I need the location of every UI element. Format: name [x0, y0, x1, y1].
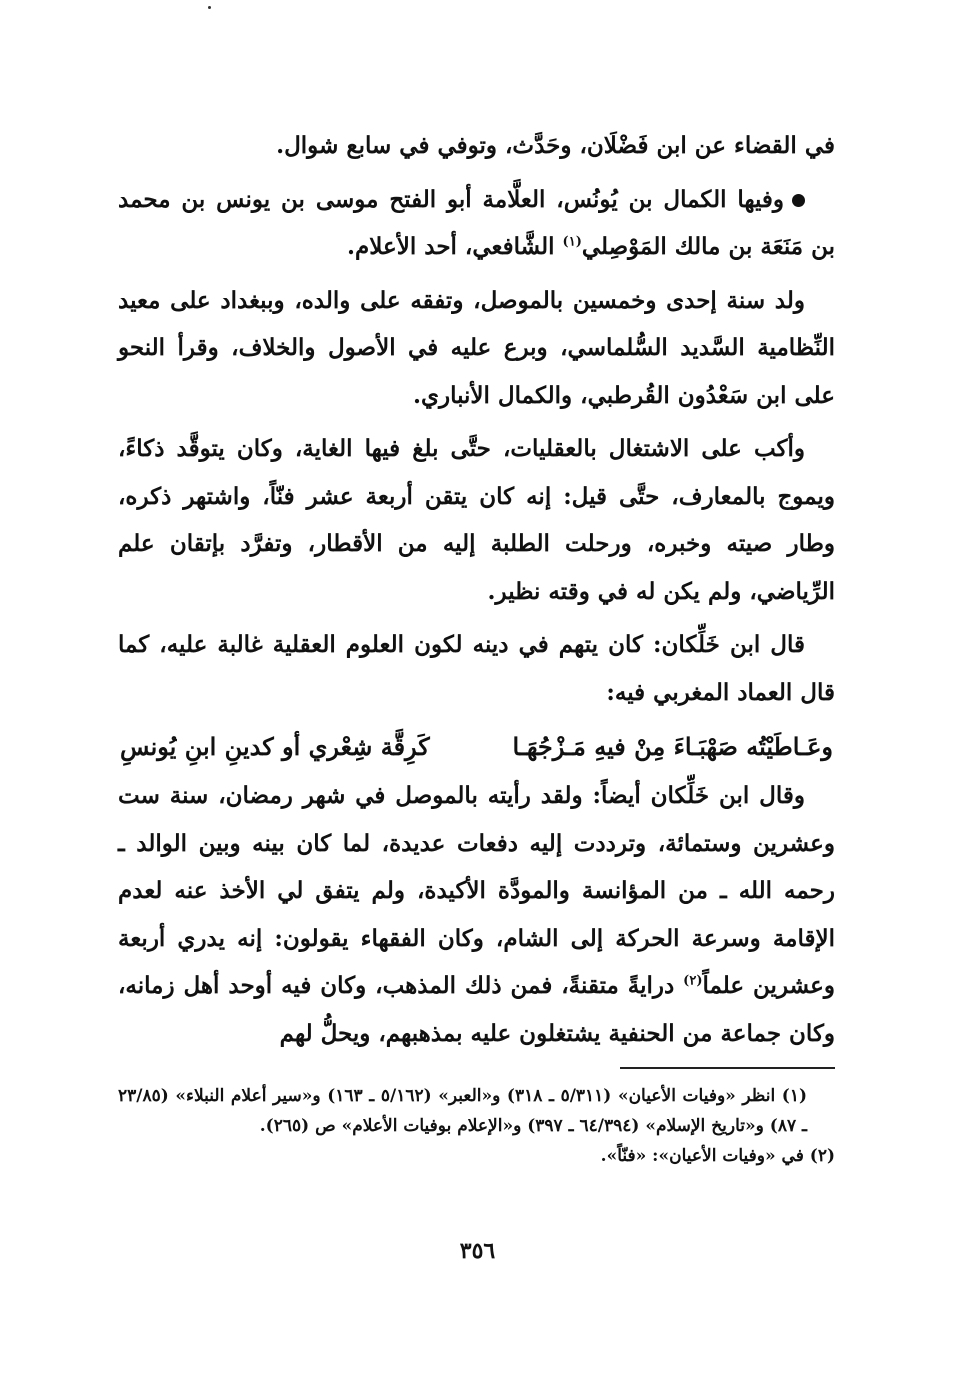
footnote-ref-1: (١) — [562, 234, 582, 250]
footnotes — [118, 1081, 835, 1171]
footnote-2: (٢) في «وفيات الأعيان»: «فنّاً». — [600, 1146, 835, 1166]
footnote-1: (١) انظر «وفيات الأعيان» (٥/٣١١ ـ ٣١٨) و«العبر» (٥/١٦٢ ـ ١٦٣) و«سير أعلام النبلاء» (٢٣/٨٥ ـ ٨٧) و«تاريخ الإسلام» (٦٤/٣٩٤ ـ ٣٩٧) و«الإعلام بوفيات الأعلام» ص (٢٦٥). — [118, 1086, 808, 1136]
bullet-icon — [792, 194, 805, 207]
footnote-ref-2: (٢) — [683, 973, 703, 989]
paragraph-4: وأكب على الاشتغال بالعقليات، حتَّى بلغ فيها الغاية، وكان يتوقَّد ذكاءً، ويموج بالمعارف، حتَّى قيل: إنه كان يتقن أربعة عشر فنّاً، واشتهر ذكره، وطار صيته وخبره، ورحلت الطلبة إليه من الأقطار، وتفرَّد بإتقان علم الرِّياضي، ولم يكن له في وقته نظير. — [118, 435, 835, 605]
paragraph-5: قال ابن خَلِّكان: كان يتهم في دينه لكون العلوم العقلية غالبة عليه، كما قال العماد المغربي فيه: — [118, 631, 835, 706]
poetry-verse — [118, 722, 835, 772]
verse-second-hemistich: كَرِقَّة شِعْري أو كدينِ ابنِ يُونسِ — [120, 732, 430, 761]
paragraph-6-text-end: درايةً متقنةً، فمن ذلك المذهب، وكان فيه أوحد أهل زمانه، وكان جماعة من الحنفية يشتغلون عليه بمذهبهم، ويحلُّ لهم — [118, 972, 835, 1047]
paragraph-1: في القضاء عن ابن فَضْلَان، وحَدَّث، وتوفي في سابع شوال. — [276, 132, 835, 159]
verse-first-hemistich: وعَـاطَيْتُه صَهْبَـاءَ مِنْ فيهِ مَـزْجُهَـا — [512, 732, 833, 761]
paragraph-6 — [118, 772, 835, 1057]
paragraph-2-text: وفيها الكمال بن يُونُس، العلَّامة أبو الفتح موسى بن يونس بن محمد بن مَنَعَة بن مالك المَوْصِلي — [118, 185, 835, 260]
main-text — [118, 122, 835, 1057]
paragraph-2-bullet-entry — [118, 176, 835, 271]
footnote-separator — [620, 1067, 835, 1069]
page-number: ٣٥٦ — [459, 1238, 496, 1264]
scan-speck — [208, 6, 211, 9]
paragraph-6-text: وقال ابن خَلِّكان أيضاً: ولقد رأيته بالموصل في شهر رمضان، سنة ست وعشرين وستمائة، وترددت إليه دفعات عديدة، لما كان بينه وبين الوالد ـ رحمه الله ـ من المؤانسة والمودَّة الأكيدة، ولم يتفق لي الأخذ عنه لعدم الإقامة وسرعة الحركة إلى الشام، وكان الفقهاء يقولون: إنه يدري أربعة وعشرين علماً — [118, 782, 835, 999]
paragraph-2-text-end: الشَّافعي، أحد الأعلام. — [347, 233, 563, 260]
paragraph-3: ولد سنة إحدى وخمسين بالموصل، وتفقه على والده، وببغداد على معيد النِّظامية السَّديد السُّلماسي، وبرع عليه في الأصول والخلاف، وقرأ النحو على ابن سَعْدُون القُرطبي، والكمال الأنباري. — [118, 286, 835, 409]
